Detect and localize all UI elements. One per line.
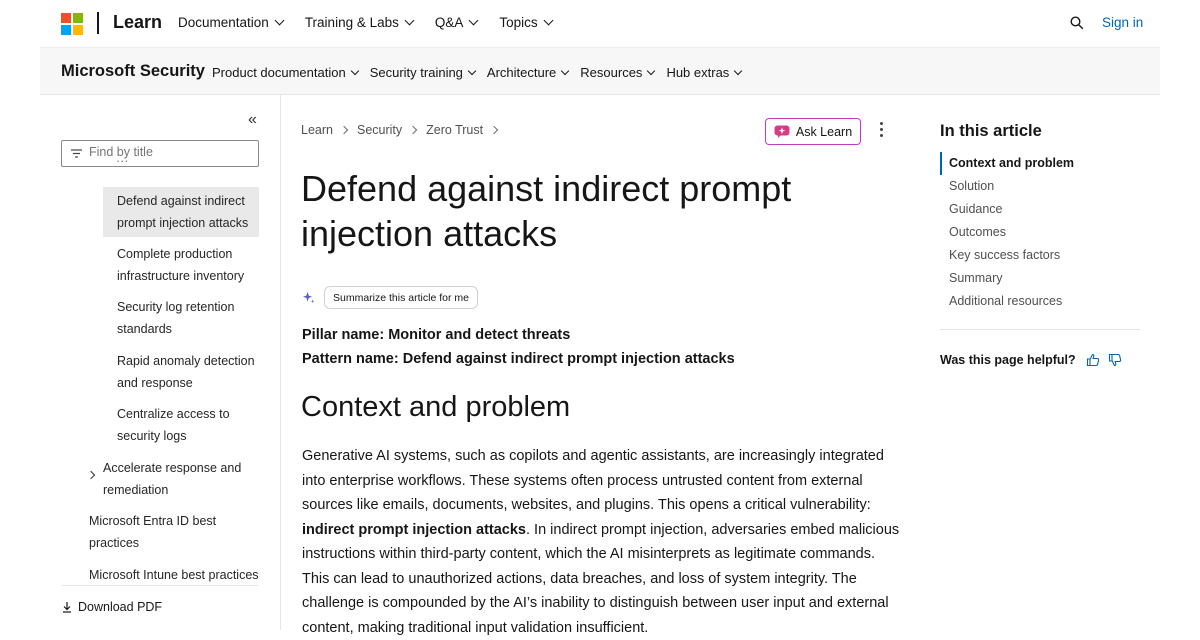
toc-item-line: security logs [117,429,187,443]
chevron-down-icon [468,66,476,74]
breadcrumb-security[interactable]: Security [356,123,403,137]
logo-divider [97,12,99,34]
page-title-line: injection attacks [301,213,558,254]
product-brand-link[interactable]: Microsoft Security [61,62,205,80]
ask-learn-button[interactable] [765,118,861,145]
subnav-label: Hub extras [666,65,730,80]
download-pdf-link[interactable] [62,600,162,614]
chevron-down-icon [404,16,414,26]
subnav-architecture[interactable] [487,65,568,80]
subnav-hub-extras[interactable] [666,65,741,80]
toc-item-line: Microsoft Intune best practices [89,568,259,582]
chevron-down-icon [543,16,553,26]
nav-training-labs[interactable] [305,15,413,30]
paragraph-text: . In indirect prompt injection, adversaries embed malicious instructions within third-party content, which the AI misinterprets as legitimate commands. This can lead to unauthorized actions, data breaches, and loss of system integrity. The challenge is compounded by the AI’s inability to distinguish between user input and external content, making traditional input validation insufficient. [302,521,900,636]
rail-link-outcomes[interactable]: Outcomes [949,225,1006,239]
ask-learn-label: Ask Learn [795,124,853,139]
subnav-resources[interactable] [580,65,654,80]
subnav-security-training[interactable] [370,65,475,80]
chevron-down-icon [734,66,742,74]
rail-link-solution[interactable]: Solution [949,179,995,193]
sparkle-icon [302,291,315,304]
breadcrumb-zero-trust[interactable]: Zero Trust [426,123,484,137]
more-options-icon[interactable] [879,122,885,142]
subnav-label: Resources [580,65,643,80]
toc-item-line: Security log retention [117,300,235,314]
rail-link-additional[interactable]: Additional resources [949,294,1063,308]
chevron-down-icon [350,66,358,74]
microsoft-logo[interactable] [61,13,83,35]
toc-item[interactable] [117,243,259,287]
feedback-prompt [940,353,1122,367]
toc-item[interactable] [89,510,259,554]
rail-link-summary[interactable]: Summary [949,271,1003,285]
toc-sidebar [40,95,281,630]
sign-in-link[interactable]: Sign in [1102,15,1144,30]
top-header [0,0,1200,47]
in-this-article-list [940,152,1140,313]
chevron-right-icon [340,126,348,134]
toc-item-line: and response [117,376,193,390]
filter-icon [70,147,83,160]
pattern-name: Pattern name: Defend against indirect prompt injection attacks [302,351,735,367]
chevron-right-icon [409,126,417,134]
rail-divider [940,329,1140,330]
toc-item-line: remediation [103,483,169,497]
toc-expand-icon[interactable] [88,463,98,485]
breadcrumb-learn[interactable]: Learn [301,123,333,137]
chevron-down-icon [647,66,655,74]
toc-item-line: Complete production [117,247,233,261]
download-pdf-label: Download PDF [78,600,163,614]
chevron-down-icon [561,66,569,74]
subnav-label: Architecture [486,65,557,80]
breadcrumb [301,123,507,137]
in-this-article-title: In this article [940,122,1042,140]
top-nav [178,15,574,30]
toc-list [40,154,280,592]
toc-item[interactable] [117,350,259,394]
toc-item[interactable] [89,564,269,586]
rail-link-guidance[interactable]: Guidance [949,202,1003,216]
search-icon[interactable] [1070,16,1084,30]
summarize-button[interactable]: Summarize this article for me [324,286,478,309]
paragraph-text: Generative AI systems, such as copilots and agentic assistants, are increasingly integrated into enterprise workflows. These systems often process untrusted content from external sources like emails, documents, websites, and plugins. This opens a critical vulnerability: [302,448,884,513]
rail-link-key-success[interactable]: Key success factors [949,248,1061,262]
subnav-label: Security training [369,65,463,80]
rail-link-context[interactable]: Context and problem [940,152,1140,175]
toc-item-line: infrastructure inventory [117,269,245,283]
nav-documentation-label: Documentation [178,15,269,30]
summarize-row [302,286,478,309]
page-title [301,166,861,256]
chevron-right-icon [87,471,95,479]
subnav-label: Product documentation [212,65,346,80]
subnav-product-documentation[interactable] [212,65,358,80]
article-paragraph [302,444,902,640]
product-header [40,47,1160,95]
toc-item-line: Centralize access to [117,407,230,421]
product-nav [212,65,753,80]
toc-item-clipped: ··· [116,154,129,168]
pillar-name: Pillar name: Monitor and detect threats [302,327,571,343]
learn-brand-link[interactable]: Learn [113,12,163,32]
nav-qa[interactable] [435,15,478,30]
page-title-line: Defend against indirect prompt [301,168,792,209]
chevron-right-icon [490,126,498,134]
download-icon [62,601,72,613]
toc-item-line: Defend against indirect [117,194,245,208]
chevron-down-icon [274,16,284,26]
toc-item[interactable] [117,296,259,340]
collapse-toc-icon[interactable]: « [248,111,257,128]
section-heading-context: Context and problem [301,391,571,423]
toc-item-line: prompt injection attacks [117,216,249,230]
nav-topics-label: Topics [499,15,538,30]
toc-item-line: Rapid anomaly detection [117,354,255,368]
toc-item[interactable] [117,403,259,447]
nav-qa-label: Q&A [434,15,464,30]
toc-item-line: Accelerate response and [103,461,242,475]
copilot-icon [774,125,790,138]
paragraph-bold-text: indirect prompt injection attacks [302,521,526,538]
thumbs-down-icon[interactable] [1108,353,1122,367]
toc-item-line: Microsoft Entra ID best [89,514,217,528]
feedback-label: Was this page helpful? [940,353,1076,367]
nav-topics[interactable] [499,15,551,30]
chevron-down-icon [469,16,479,26]
sidebar-divider [62,585,258,586]
nav-training-label: Training & Labs [304,15,399,30]
thumbs-up-icon[interactable] [1086,353,1100,367]
nav-documentation[interactable] [178,15,283,30]
toc-filter-input[interactable] [89,145,254,159]
toc-item-line: standards [117,322,172,336]
toc-item-active[interactable] [103,187,259,237]
toc-item-line: practices [89,536,140,550]
toc-item-expandable[interactable] [103,457,259,501]
